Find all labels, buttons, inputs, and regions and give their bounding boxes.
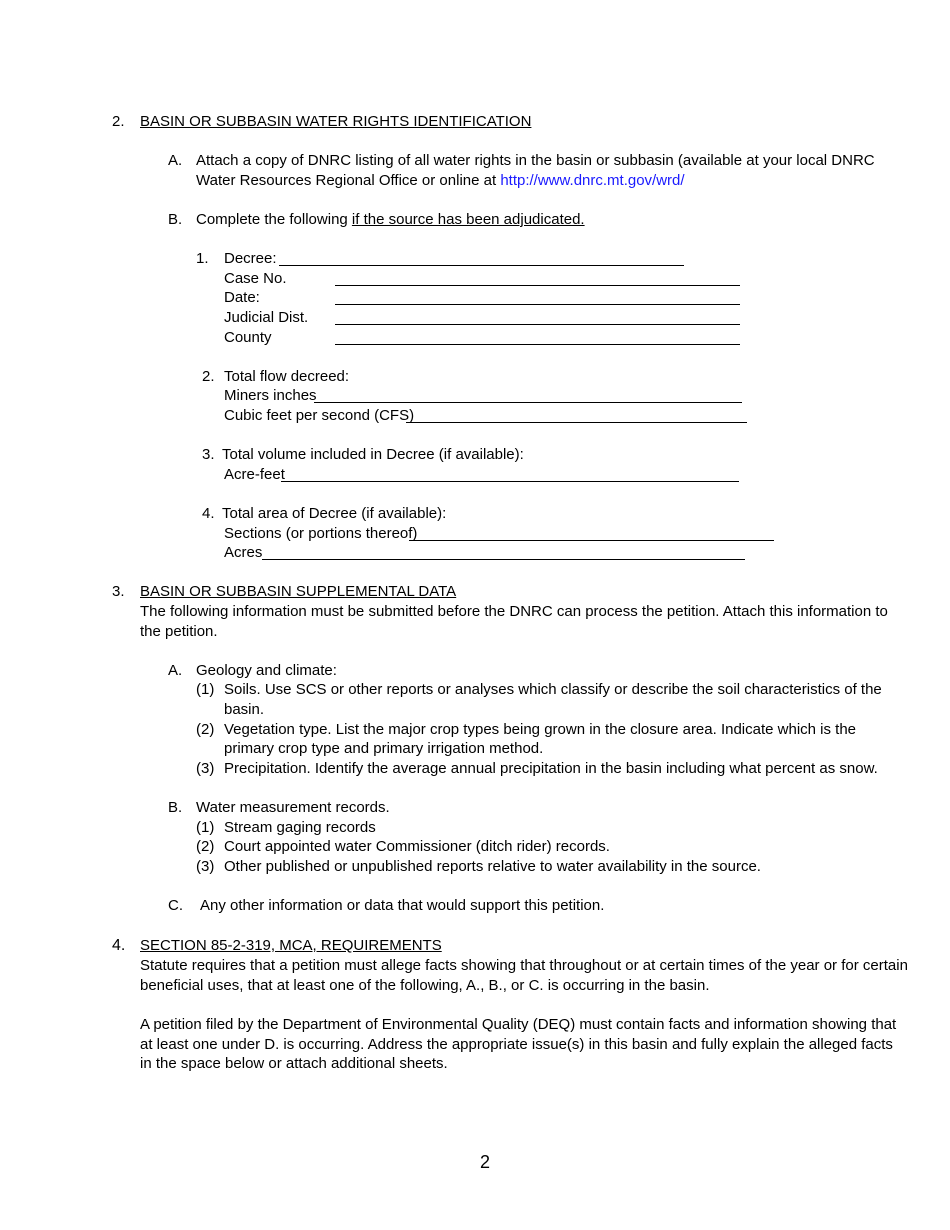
sec3-a-letter: A. [168,662,183,679]
sec3-a2-line2: primary crop type and primary irrigation method. [224,740,544,757]
sec3-number: 3. [112,583,125,600]
cfs-label: Cubic feet per second (CFS) [224,407,415,424]
sec2-b-letter: B. [168,211,183,228]
sec3-a-label: Geology and climate: [196,662,337,679]
sec3-intro-line2: the petition. [140,623,218,640]
sec2-b-text: Complete the following [196,211,352,228]
sec3-b2-num: (2) [196,838,215,855]
sec3-a3-num: (3) [196,760,215,777]
sec3-a1-line1: Soils. Use SCS or other reports or analyses which classify or describe the soil characteristics of the [224,681,882,698]
sec3-a1-line2: basin. [224,701,265,718]
sec4-p2-line3: in the space below or attach additional sheets. [140,1055,448,1072]
sec3-intro-line1: The following information must be submitted before the DNRC can process the petition. Attach this information to [140,603,888,620]
sec2-number: 2. [112,113,125,130]
sec3-b2-text: Court appointed water Commissioner (ditch rider) records. [224,838,610,855]
sec4-p2-line1: A petition filed by the Department of Environmental Quality (DEQ) must contain facts and information showing that [140,1016,897,1033]
sec3-c-text: Any other information or data that would support this petition. [200,897,605,914]
sec3-b3-text: Other published or unpublished reports relative to water availability in the source. [224,858,761,875]
sec3-c-letter: C. [168,897,183,914]
sections-blank[interactable] [409,540,774,541]
sec3-a2-num: (2) [196,721,215,738]
sec4-title: SECTION 85-2-319, MCA, REQUIREMENTS [140,937,442,954]
sec4-p1-line1: Statute requires that a petition must allege facts showing that throughout or at certain times of the year or for certain [140,957,908,974]
county-label: County [224,329,272,346]
sec3-a2-line1: Vegetation type. List the major crop types being grown in the closure area. Indicate which is the [224,721,857,738]
area-number: 4. [202,505,215,522]
acres-blank[interactable] [262,559,745,560]
page-number: 2 [480,1152,491,1172]
sec3-a1-num: (1) [196,681,215,698]
sec4-number: 4. [112,937,126,954]
cfs-blank[interactable] [406,422,747,423]
sec3-a3-line1: Precipitation. Identify the average annual precipitation in the basin including what percent as snow. [224,760,878,777]
date-blank[interactable] [335,304,740,305]
sec2-a-line2 [196,171,685,191]
flow-number: 2. [202,368,215,385]
sec2-a-text2: Water Resources Regional Office or online at [196,172,501,189]
county-blank[interactable] [335,344,740,345]
flow-label: Total flow decreed: [224,368,350,385]
sec3-b1-text: Stream gaging records [224,819,376,836]
date-label: Date: [224,289,260,306]
sec3-b-label: Water measurement records. [196,799,390,816]
acre-feet-blank[interactable] [281,481,739,482]
sec4-p1-line2: beneficial uses, that at least one of the following, A., B., or C. is occurring in the basin. [140,977,710,994]
judicial-dist-label: Judicial Dist. [224,309,309,326]
sec2-b-line [196,210,585,230]
case-no-label: Case No. [224,270,287,287]
decree-label: Decree: [224,250,277,267]
sec3-b-letter: B. [168,799,183,816]
sec3-title: BASIN OR SUBBASIN SUPPLEMENTAL DATA [140,583,457,600]
sec2-a-text1: Attach a copy of DNRC listing of all water rights in the basin or subbasin (available at your local DNRC [196,152,875,169]
case-no-blank[interactable] [335,285,740,286]
area-label: Total area of Decree (if available): [222,505,447,522]
decree-blank[interactable] [279,265,684,266]
sec3-b1-num: (1) [196,819,215,836]
volume-number: 3. [202,446,215,463]
sec2-a-letter: A. [168,152,183,169]
miners-inches-blank[interactable] [314,402,742,403]
acres-label: Acres [224,544,263,561]
sec2-b-underlined: if the source has been adjudicated. [351,211,585,228]
sec3-b3-num: (3) [196,858,215,875]
miners-inches-label: Miners inches [224,387,317,404]
decree-number: 1. [196,250,209,267]
dnrc-wrd-link[interactable]: http://www.dnrc.mt.gov/wrd/ [500,172,685,189]
sections-label: Sections (or portions thereof) [224,525,418,542]
sec4-p2-line2: at least one under D. is occurring. Address the appropriate issue(s) in this basin and fully explain the alleged facts [140,1036,893,1053]
acre-feet-label: Acre-feet [224,466,285,483]
volume-label: Total volume included in Decree (if available): [222,446,524,463]
sec2-title: BASIN OR SUBBASIN WATER RIGHTS IDENTIFICATION [140,113,532,130]
judicial-dist-blank[interactable] [335,324,740,325]
